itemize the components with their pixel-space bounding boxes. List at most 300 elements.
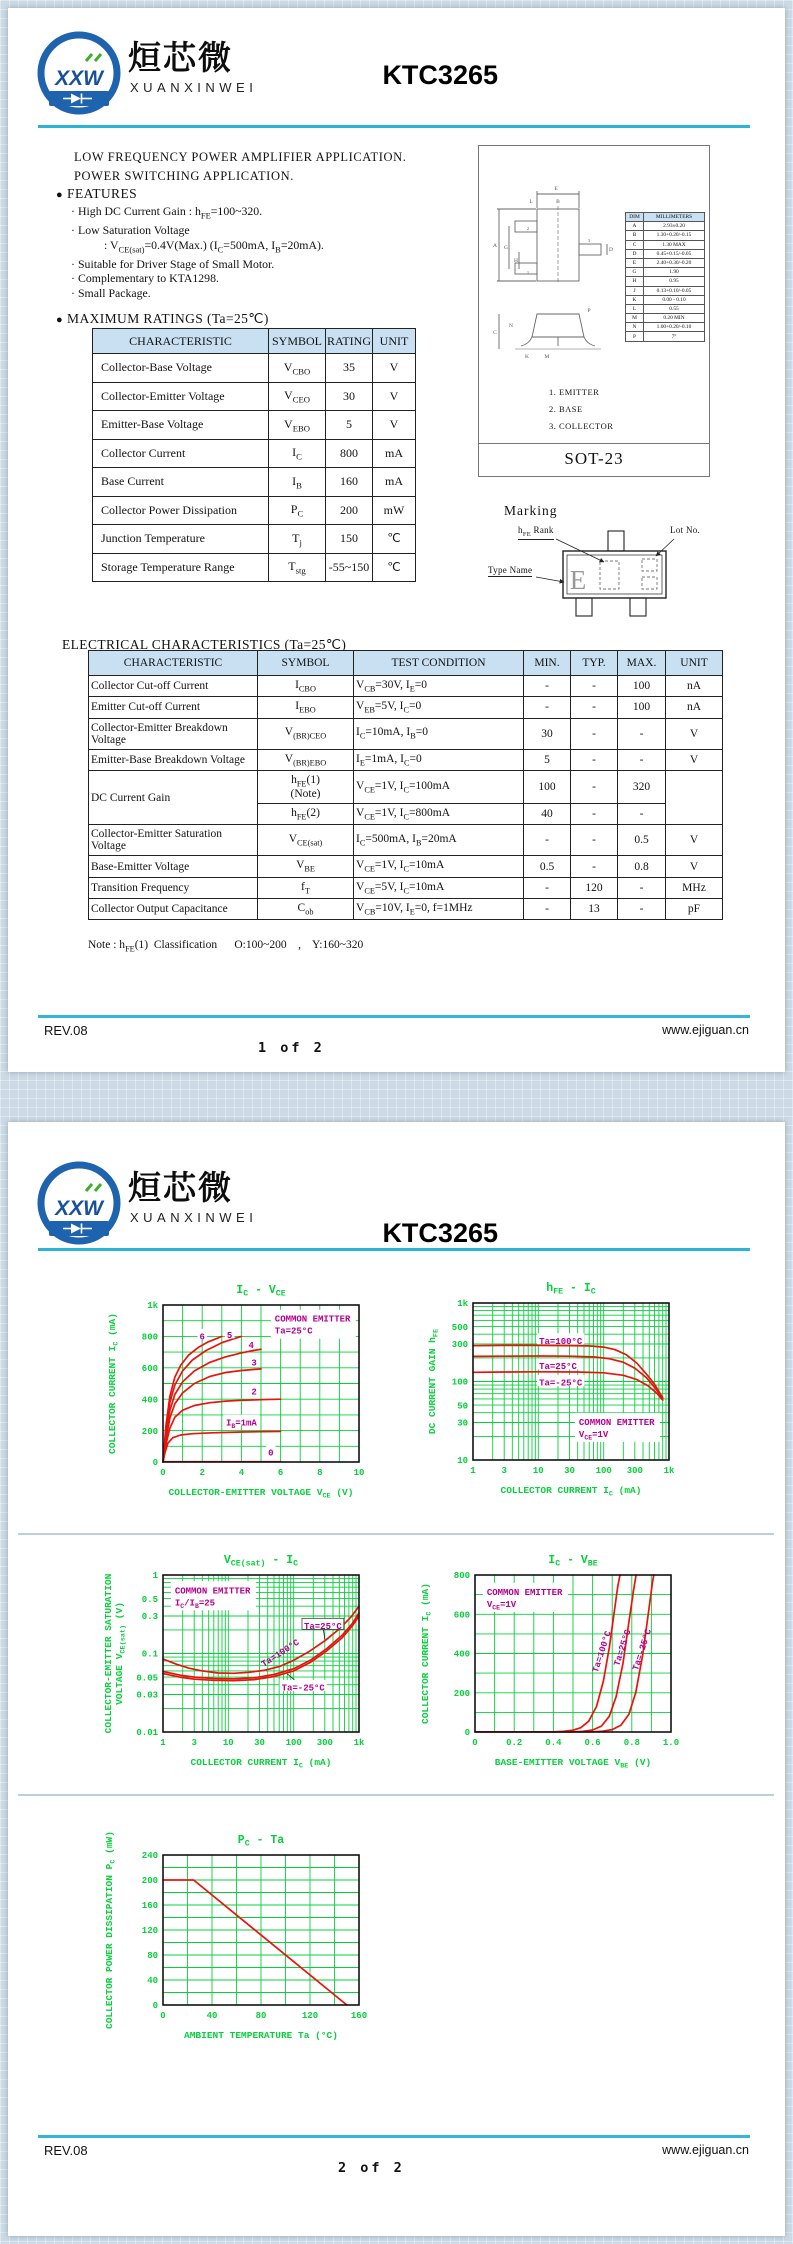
svg-text:Ta=100°C: Ta=100°C: [259, 1637, 302, 1670]
table-row: [93, 439, 416, 468]
cell: $V_{CB}=10V$, $I_E=0$, f=1MHz: [354, 899, 524, 920]
cell: -: [571, 825, 618, 856]
cell: nA: [666, 676, 723, 697]
chart-hfe-ic: [415, 1277, 735, 1517]
table-row: [93, 496, 416, 525]
hfe-rank-label: $h_{FE}$ Rank: [518, 525, 554, 538]
svg-text:D: D: [609, 247, 613, 253]
website-link[interactable]: www.ejiguan.cn: [662, 2143, 749, 2157]
svg-text:1k: 1k: [457, 1299, 468, 1310]
table-row: [89, 676, 723, 697]
website-link[interactable]: www.ejiguan.cn: [662, 1023, 749, 1037]
svg-text:COLLECTOR CURRENT IC​ (mA): COLLECTOR CURRENT $I_C$ (mA): [500, 1485, 642, 1499]
table-row: [626, 277, 705, 286]
svg-text:40: 40: [147, 1976, 158, 1987]
cell: 0.5: [524, 856, 571, 877]
cell: 1.30 MAX: [644, 240, 705, 249]
cell: V: [373, 354, 416, 383]
cell: $I_B$: [269, 468, 326, 497]
svg-text:A: A: [493, 243, 497, 249]
col-unit: UNIT: [666, 651, 723, 676]
cell: $V_{CEO}$: [269, 382, 326, 411]
svg-text:2: 2: [526, 226, 530, 231]
page-number: 2 of 2: [338, 2160, 405, 2176]
svg-text:10: 10: [532, 1466, 544, 1476]
cell: Collector Cut-off Current: [89, 676, 258, 697]
cell: $V_{CE}=1V$, $I_C=100mA$: [354, 770, 524, 803]
bullet-icon: ●: [56, 189, 64, 201]
cell: 0.00 - 0.10: [644, 295, 705, 304]
cell: -: [524, 676, 571, 697]
cell: 0.95: [644, 277, 705, 286]
part-number-title: KTC3265: [382, 1218, 498, 1248]
table-row: [89, 770, 723, 803]
svg-text:0: 0: [152, 1458, 158, 1469]
cell: 120: [571, 877, 618, 898]
svg-text:0: 0: [160, 1468, 166, 1478]
cell: C: [626, 240, 644, 249]
table-row: [93, 354, 416, 383]
svg-text:10: 10: [457, 1456, 468, 1467]
cell: N: [626, 323, 644, 332]
cell: V: [666, 718, 723, 749]
cell: -: [618, 749, 666, 770]
svg-text:L: L: [529, 199, 533, 205]
svg-text:600: 600: [453, 1610, 470, 1621]
svg-text:PC​ - Ta: $P_C$ - Ta: [237, 1834, 285, 1849]
cell: Collector Current: [93, 439, 269, 468]
cell: V: [666, 856, 723, 877]
svg-text:K: K: [525, 354, 529, 360]
cell: $V_{CBO}$: [269, 354, 326, 383]
svg-text:IC​ - VCE​: $I_C - V_{CE}$: [236, 1284, 286, 1299]
table-row: [93, 468, 416, 497]
cell: $V_{EBO}$: [269, 411, 326, 440]
cell: -: [618, 899, 666, 920]
table-row: [626, 323, 705, 332]
svg-text:1: 1: [152, 1571, 158, 1582]
svg-text:0.01: 0.01: [136, 1728, 158, 1739]
svg-text:IC​/IB​=25: $I_C/I_B=25$: [174, 1598, 216, 1610]
list-item: · High DC Current Gain : $h_{FE}=100\sim 320$.: [71, 204, 263, 221]
svg-text:P: P: [587, 308, 591, 314]
cell: Emitter-Base Voltage: [93, 411, 269, 440]
table-row: [89, 697, 723, 718]
svg-text:0.8: 0.8: [623, 1738, 640, 1748]
svg-text:VOLTAGE VCE(sat)​ (V): VOLTAGE $V_{CE(sat)}$ (V): [114, 1602, 128, 1705]
svg-text:COMMON EMITTER: COMMON EMITTER: [174, 1586, 251, 1597]
svg-text:C: C: [493, 330, 497, 336]
cell: $V_{BE}$: [258, 856, 354, 877]
table-row: [626, 268, 705, 277]
svg-text:120: 120: [141, 1926, 158, 1937]
cell: Junction Temperature: [93, 525, 269, 554]
cell: 150: [326, 525, 373, 554]
svg-text:10: 10: [222, 1738, 234, 1748]
cell: $V_{EB}=5V$, $I_C=0$: [354, 697, 524, 718]
cell: Collector-Emitter Saturation Voltage: [89, 825, 258, 856]
svg-text:2: 2: [199, 1468, 205, 1478]
cell: $V_{CE}=5V$, $I_C=10mA$: [354, 877, 524, 898]
col-symbol: SYMBOL: [258, 651, 354, 676]
header-rule: [38, 125, 750, 128]
chart-pc-ta: [105, 1829, 425, 2069]
cell: mA: [373, 468, 416, 497]
svg-text:1: 1: [470, 1466, 476, 1476]
cell: V: [373, 411, 416, 440]
svg-text:1k: 1k: [663, 1466, 675, 1476]
table-row: [626, 295, 705, 304]
cell: $P_C$: [269, 496, 326, 525]
cell: -: [571, 804, 618, 825]
svg-text:200: 200: [141, 1426, 158, 1437]
svg-text:N: N: [509, 323, 513, 329]
svg-text:1k: 1k: [353, 1738, 365, 1748]
cell: pF: [666, 899, 723, 920]
cell: 100: [618, 697, 666, 718]
application-line: POWER SWITCHING APPLICATION.: [74, 169, 294, 183]
cell: 1.90: [644, 268, 705, 277]
svg-text:Ta=25°C: Ta=25°C: [274, 1326, 313, 1337]
svg-text:0.4: 0.4: [545, 1738, 562, 1748]
svg-text:10: 10: [353, 1468, 365, 1478]
table-row: [626, 240, 705, 249]
svg-text:80: 80: [255, 2011, 267, 2021]
list-item: : $V_{CE(sat)}=0.4V(Max.)$ ($I_C=500mA$, $I_B=20mA$).: [104, 237, 324, 254]
cell: 0.13+0.10/-0.05: [644, 286, 705, 295]
svg-text:Ta=25°C: Ta=25°C: [303, 1621, 342, 1632]
cell: 7°: [644, 332, 705, 341]
features-heading: ● FEATURES: [56, 186, 138, 201]
cell: $V_{CE}=1V$, $I_C=10mA$: [354, 856, 524, 877]
svg-text:0: 0: [152, 2001, 158, 2012]
cell: -: [524, 877, 571, 898]
cell: G: [626, 268, 644, 277]
cell: $I_E=1mA$, $I_C=0$: [354, 749, 524, 770]
col-max: MAX.: [618, 651, 666, 676]
cell: 320: [618, 770, 666, 803]
classification-note: Note : $h_{FE}(1)$ Classification O:100~200 , Y:160~320: [88, 939, 364, 954]
col-min: MIN.: [524, 651, 571, 676]
cell: 2.93±0.20: [644, 222, 705, 231]
svg-text:COLLECTOR POWER DISSIPATION PC: COLLECTOR POWER DISSIPATION $P_C$ (mW): [104, 1831, 118, 2029]
table-row: [89, 899, 723, 920]
svg-text:M: M: [544, 354, 550, 360]
table-row: [93, 411, 416, 440]
cell: $I_C=500mA$, $I_B=20mA$: [354, 825, 524, 856]
svg-text:0.05: 0.05: [136, 1673, 158, 1684]
revision-label: REV.08: [44, 2143, 88, 2158]
cell: mW: [373, 496, 416, 525]
cell: $T_j$: [269, 525, 326, 554]
cell: 160: [326, 468, 373, 497]
col-characteristic: CHARACTERISTIC: [89, 651, 258, 676]
cell: 0.55: [644, 304, 705, 313]
svg-text:30: 30: [254, 1738, 265, 1748]
cell: 40: [524, 804, 571, 825]
cell: [666, 770, 723, 825]
pin-item: 1. EMITTER: [549, 387, 600, 397]
svg-text:300: 300: [451, 1340, 468, 1351]
svg-text:H: H: [514, 258, 518, 264]
footer-rule: [38, 2135, 750, 2138]
cell: $V_{(BR)CEO}$: [258, 718, 354, 749]
package-name: SOT-23: [564, 449, 624, 468]
package-dimensions-table: [625, 212, 705, 342]
type-name-label: Type Name: [488, 565, 533, 575]
col-symbol: SYMBOL: [269, 329, 326, 354]
cell: 0.5: [618, 825, 666, 856]
chart-svg: [105, 1829, 425, 2069]
cell: 1.00+0.20/-0.10: [644, 323, 705, 332]
cell: B: [626, 231, 644, 240]
cell: $h_{FE}(1)$ (Note): [258, 770, 354, 803]
cell: $V_{CE(sat)}$: [258, 825, 354, 856]
cell: M: [626, 314, 644, 323]
cell: Base Current: [93, 468, 269, 497]
cell: -: [524, 697, 571, 718]
table-header-row: [626, 213, 705, 222]
table-row: [626, 304, 705, 313]
svg-text:100: 100: [595, 1466, 612, 1476]
svg-text:120: 120: [301, 2011, 319, 2021]
svg-text:0: 0: [268, 1448, 274, 1459]
chart-svg: [105, 1549, 425, 1789]
svg-text:IC​ - VBE​: $I_C - V_{BE}$: [548, 1554, 598, 1569]
header-rule: [38, 1248, 750, 1251]
svg-text:0.3: 0.3: [141, 1612, 158, 1623]
svg-text:Ta=-25°C: Ta=-25°C: [631, 1627, 654, 1672]
svg-text:0: 0: [472, 1738, 478, 1748]
svg-text:DC CURRENT GAIN hFE​: DC CURRENT GAIN $h_{FE}$: [427, 1328, 441, 1435]
svg-text:VCE(sat)​ - IC​: $V_{CE(sat)} - I_C$: [223, 1554, 299, 1569]
cell: D: [626, 249, 644, 258]
cell: 100: [524, 770, 571, 803]
svg-text:200: 200: [141, 1876, 158, 1887]
svg-text:0.1: 0.1: [141, 1649, 158, 1660]
max-ratings-table: [92, 328, 416, 582]
cell: V: [666, 749, 723, 770]
cell: $I_C=10mA$, $I_B=0$: [354, 718, 524, 749]
application-line: LOW FREQUENCY POWER AMPLIFIER APPLICATION.: [74, 150, 407, 164]
cell: Transition Frequency: [89, 877, 258, 898]
svg-text:0: 0: [464, 1728, 470, 1739]
svg-text:800: 800: [453, 1571, 470, 1582]
company-name: 烜芯微: [128, 1169, 233, 1206]
svg-text:VCE​=1V: $V_{CE}=1V$: [486, 1599, 517, 1612]
cell: E: [626, 258, 644, 267]
col-test-condition: TEST CONDITION: [354, 651, 524, 676]
list-item: · Complementary to KTA1298.: [71, 271, 219, 286]
cell: -: [571, 676, 618, 697]
datasheet-page-2: [8, 1122, 785, 2236]
cell: 0.8: [618, 856, 666, 877]
svg-text:30: 30: [457, 1418, 468, 1429]
cell: $h_{FE}(2)$: [258, 804, 354, 825]
table-row: [626, 314, 705, 323]
svg-text:COMMON EMITTER: COMMON EMITTER: [578, 1417, 655, 1428]
svg-text:Ta=25°C: Ta=25°C: [539, 1361, 577, 1372]
svg-text:G: G: [504, 245, 508, 251]
cell: $T_{stg}$: [269, 553, 326, 582]
svg-text:1: 1: [526, 270, 530, 275]
svg-text:160: 160: [141, 1901, 158, 1912]
svg-text:80: 80: [147, 1951, 158, 1962]
cell: $f_T$: [258, 877, 354, 898]
svg-text:500: 500: [451, 1322, 468, 1333]
electrical-heading: ELECTRICAL CHARACTERISTICS (Ta=25℃): [62, 637, 347, 652]
svg-text:1k: 1k: [147, 1301, 158, 1312]
cell: -: [571, 718, 618, 749]
svg-text:3: 3: [191, 1738, 197, 1748]
table-row: [626, 258, 705, 267]
cell: Storage Temperature Range: [93, 553, 269, 582]
cell: 1.30+0.20/-0.15: [644, 231, 705, 240]
svg-text:600: 600: [141, 1364, 158, 1374]
pin-item: 3. COLLECTOR: [549, 421, 614, 431]
cell: A: [626, 222, 644, 231]
list-item: · Low Saturation Voltage: [71, 222, 190, 237]
svg-text:300: 300: [626, 1466, 643, 1476]
table-row: [626, 249, 705, 258]
col-characteristic: CHARACTERISTIC: [93, 329, 269, 354]
svg-text:200: 200: [453, 1688, 470, 1699]
svg-text:COLLECTOR-EMITTER SATURATION: COLLECTOR-EMITTER SATURATION: [103, 1573, 114, 1734]
svg-text:4: 4: [248, 1341, 254, 1352]
package-outline-drawing: [485, 164, 625, 394]
cell: 35: [326, 354, 373, 383]
cell: P: [626, 332, 644, 341]
cell: 0.20 MIN: [644, 314, 705, 323]
svg-text:AMBIENT TEMPERATURE Ta (°C): AMBIENT TEMPERATURE Ta (°C): [184, 2030, 338, 2041]
cell: ℃: [373, 525, 416, 554]
table-row: [93, 525, 416, 554]
svg-text:240: 240: [141, 1851, 158, 1862]
table-header-row: [93, 329, 416, 354]
svg-text:30: 30: [564, 1466, 575, 1476]
cell: Emitter Cut-off Current: [89, 697, 258, 718]
cell: Collector-Base Voltage: [93, 354, 269, 383]
chart-vcesat-ic: [105, 1549, 425, 1789]
table-row: [93, 382, 416, 411]
cell: nA: [666, 697, 723, 718]
cell: -: [571, 697, 618, 718]
type-letter: E: [569, 565, 587, 595]
cell: $I_C$: [269, 439, 326, 468]
svg-text:8: 8: [317, 1468, 323, 1478]
company-logo: [36, 28, 256, 120]
svg-text:B: B: [556, 199, 560, 205]
table-row: [626, 332, 705, 341]
svg-text:5: 5: [226, 1330, 233, 1341]
svg-text:40: 40: [206, 2011, 218, 2021]
svg-text:COLLECTOR CURRENT IC​ (mA): COLLECTOR CURRENT $I_C$ (mA): [107, 1313, 121, 1454]
svg-text:160: 160: [350, 2011, 368, 2021]
cell: 800: [326, 439, 373, 468]
table-row: [89, 856, 723, 877]
lot-no-label: Lot No.: [670, 525, 701, 535]
svg-text:100: 100: [285, 1738, 302, 1748]
svg-text:Ta=25°C: Ta=25°C: [612, 1628, 634, 1668]
col-millimeters: MILLIMETERS: [644, 213, 705, 222]
cell: 13: [571, 899, 618, 920]
col-typ: TYP.: [571, 651, 618, 676]
cell: mA: [373, 439, 416, 468]
svg-text:300: 300: [316, 1738, 333, 1748]
divider: [18, 1794, 774, 1796]
cell: V: [373, 382, 416, 411]
svg-text:0.6: 0.6: [584, 1738, 601, 1748]
cell: K: [626, 295, 644, 304]
page-number: 1 of 2: [258, 1040, 325, 1056]
cell: Collector-Emitter Voltage: [93, 382, 269, 411]
svg-text:hFE​ - IC​: $h_{FE} - I_C$: [546, 1282, 596, 1297]
cell: 5: [524, 749, 571, 770]
table-row: [93, 553, 416, 582]
cell: 30: [524, 718, 571, 749]
cell: Collector-Emitter Breakdown Voltage: [89, 718, 258, 749]
marking-diagram: [478, 495, 754, 629]
svg-text:400: 400: [141, 1395, 158, 1406]
datasheet-page-1: [8, 8, 785, 1072]
chart-ic-vce: [105, 1279, 425, 1519]
cell: MHz: [666, 877, 723, 898]
cell: -: [571, 749, 618, 770]
cell: 100: [618, 676, 666, 697]
svg-text:0: 0: [160, 2011, 166, 2021]
cell: ℃: [373, 553, 416, 582]
cell: L: [626, 304, 644, 313]
cell: $V_{CE}=1V$, $I_C=800mA$: [354, 804, 524, 825]
cell: -: [618, 718, 666, 749]
part-number-title: KTC3265: [382, 60, 498, 90]
pin-assignment-list: [549, 384, 613, 435]
svg-text:6: 6: [277, 1468, 284, 1478]
application-statement: [74, 148, 407, 186]
svg-text:50: 50: [457, 1401, 468, 1412]
svg-text:XXW: XXW: [55, 67, 103, 90]
table-row: [626, 222, 705, 231]
svg-text:4: 4: [238, 1468, 245, 1478]
svg-text:0.03: 0.03: [136, 1690, 158, 1701]
col-unit: UNIT: [373, 329, 416, 354]
svg-text:Ta=-25°C: Ta=-25°C: [281, 1683, 325, 1694]
cell: 5: [326, 411, 373, 440]
svg-text:0.5: 0.5: [141, 1594, 158, 1605]
svg-text:BASE-EMITTER VOLTAGE VBE​ (V): BASE-EMITTER VOLTAGE $V_{BE}$ (V): [494, 1757, 652, 1771]
package-outline-box: [478, 145, 710, 477]
electrical-characteristics-table: [88, 650, 723, 920]
svg-text:VCE​=1V: $V_{CE}=1V$: [578, 1429, 609, 1442]
svg-text:100: 100: [451, 1377, 468, 1388]
cell: $V_{(BR)EBO}$: [258, 749, 354, 770]
svg-text:IB​=1mA: $I_B=1mA$: [225, 1418, 257, 1430]
svg-text:COMMON EMITTER: COMMON EMITTER: [486, 1587, 563, 1598]
features-list: [68, 204, 324, 300]
cell: $C_{ob}$: [258, 899, 354, 920]
cell: 30: [326, 382, 373, 411]
svg-text:6: 6: [199, 1332, 205, 1343]
table-row: [89, 877, 723, 898]
cell: Collector Power Dissipation: [93, 496, 269, 525]
cell: $V_{CB}=30V$, $I_E=0$: [354, 676, 524, 697]
chart-svg: [105, 1279, 425, 1519]
svg-text:3: 3: [251, 1358, 257, 1369]
footer-rule: [38, 1015, 750, 1018]
cell: V: [666, 825, 723, 856]
svg-text:Ta=-25°C: Ta=-25°C: [539, 1378, 583, 1389]
company-name: 烜芯微: [128, 39, 233, 76]
